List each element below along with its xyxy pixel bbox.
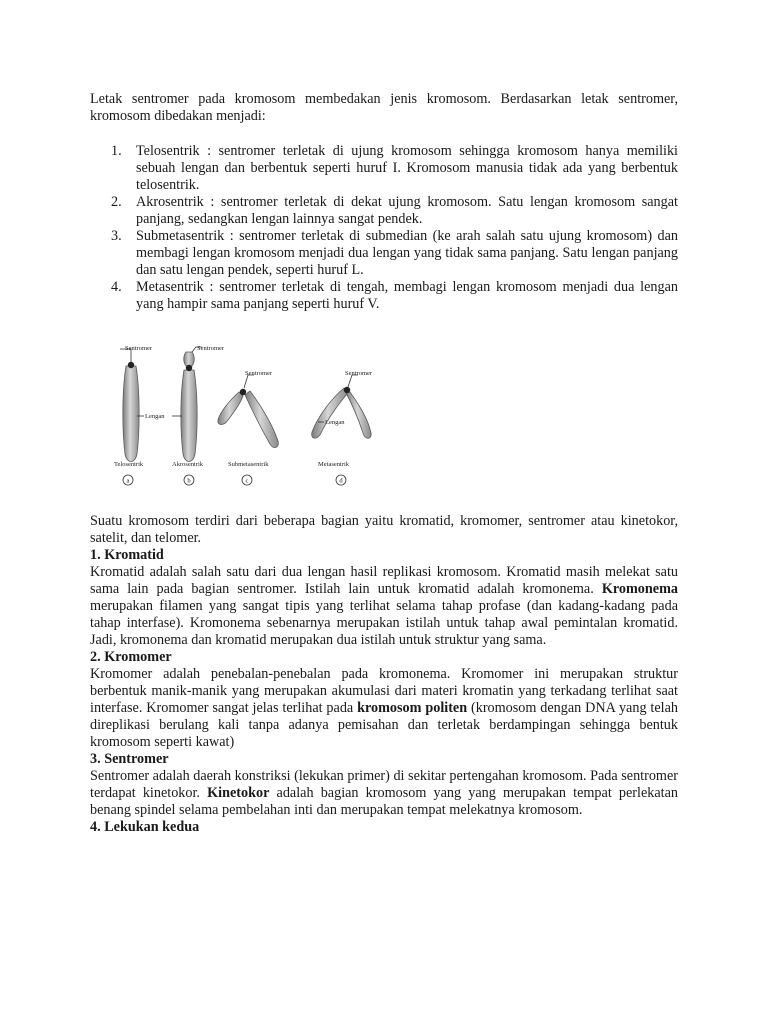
caption-submetasentrik: Submetasentrik [228,461,269,468]
caption-telosentrik: Telosentrik [114,461,144,468]
list-number: 3. [111,228,122,244]
centromere-dot [344,387,350,393]
metacentric-left-arm [312,388,348,438]
section-heading-lekukan-kedua: 4. Lekukan kedua [90,819,200,835]
acrocentric-short-arm [184,352,195,366]
label-sentromer-1: Sentromer [125,345,153,352]
bold-term: Kinetokor [207,785,270,801]
text-span: Sentromer adalah daerah konstriksi (lekukan primer) di sekitar pertengahan kromosom. Pada sentromer terdapat kinetokor. [90,768,678,801]
chromosome-types-figure [112,330,374,492]
label-sentromer-3: Sentromer [245,370,273,377]
bold-term: kromosom politen [357,700,468,716]
caption-akrosentrik: Akrosentrik [172,461,204,468]
intro-paragraph: Letak sentromer pada kromosom membedakan jenis kromosom. Berdasarkan letak sentromer, kromosom dibedakan menjadi: [90,91,678,124]
list-item [90,228,678,279]
acrocentric-long-arm [181,370,197,462]
list-item [90,143,678,194]
label-lengan-1: Lengan [145,413,165,420]
parts-intro-paragraph: Suatu kromosom terdiri dari beberapa bagian yaitu kromatid, kromomer, sentromer atau kinetokor, satelit, dan telomer. [90,513,678,546]
list-number: 1. [111,143,122,159]
list-item [90,194,678,228]
centromere-dot [240,389,246,395]
section-text-kromomer [90,666,678,751]
list-number: 2. [111,194,122,210]
section-text-sentromer [90,768,678,819]
list-text: Metasentrik : sentromer terletak di tengah, membagi lengan kromosom menjadi dua lengan yang hampir sama panjang seperti huruf V. [136,279,678,312]
caption-metasentrik: Metasentrik [318,461,350,468]
text-span: (kromosom dengan DNA yang telah direplikasi berulang kali tanpa adanya pemisahan dan terletak berdampingan sehingga bentuk kromosom seperti kawat) [90,700,678,750]
chromosome-diagram [112,330,374,492]
list-number: 4. [111,279,122,295]
label-sentromer-4: Sentromer [345,370,373,377]
list-text: Akrosentrik : sentromer terletak di dekat ujung kromosom. Satu lengan kromosom sangat panjang, sedangkan lengan lainnya sangat pendek. [136,194,678,227]
list-text: Submetasentrik : sentromer terletak di submedian (ke arah salah satu ujung kromosom) dan membagi lengan kromosom menjadi dua lengan yang tidak sama panjang. Satu lengan panjang dan satu lengan pendek, seperti huruf L. [136,228,678,278]
chromosome-parts-sections [90,547,678,836]
text-span: Kromatid adalah salah satu dari dua lengan hasil replikasi kromosom. Kromatid masih melekat satu sama lain pada bagian sentromer. Istilah lain untuk kromatid adalah kromonema. [90,564,678,597]
letter-c: c [245,477,249,485]
label-lengan-2: Lengan [325,419,345,426]
telocentric-chromosome [123,366,139,462]
letter-d: d [339,477,343,485]
centromere-dot [186,365,192,371]
chromosome-type-list [90,143,678,313]
letter-b: b [187,477,191,485]
list-text: Telosentrik : sentromer terletak di ujung kromosom sehingga kromosom hanya memiliki sebuah lengan dan berbentuk seperti huruf I. Kromosom manusia tidak ada yang berbentuk telosentrik. [136,143,678,193]
section-heading-sentromer: 3. Sentromer [90,751,169,767]
letter-a: a [126,477,130,485]
metacentric-right-arm [346,392,371,438]
section-heading-kromomer: 2. Kromomer [90,649,172,665]
text-span: adalah bagian kromosom yang yang merupakan tempat perlekatan benang spindel selama pembelahan inti dan merupakan tempat melekatnya kromosom. [90,785,678,818]
bold-term: Kromonema [601,581,678,597]
text-span: Kromomer adalah penebalan-penebalan pada kromonema. Kromomer ini merupakan struktur berbentuk manik-manik yang merupakan akumulasi dari materi kromatin yang terkadang terlihat saat interfase. Kromomer sangat jelas terlihat pada [90,666,678,716]
list-item [90,279,678,313]
text-span: merupakan filamen yang sangat tipis yang terlihat selama tahap profase (dan kadang-kadang pada tahap interfase). Kromonema sebenarnya merupakan istilah untuk tahap awal pemintalan kromatid. Jadi, kromonema dan kromatid merupakan dua istilah untuk struktur yang sama. [90,598,678,648]
label-sentromer-2: Sentromer [197,345,225,352]
section-text-kromatid [90,564,678,649]
section-heading-kromatid: 1. Kromatid [90,547,164,563]
submetacentric-short-arm [218,392,243,425]
submetacentric-long-arm [245,391,278,448]
